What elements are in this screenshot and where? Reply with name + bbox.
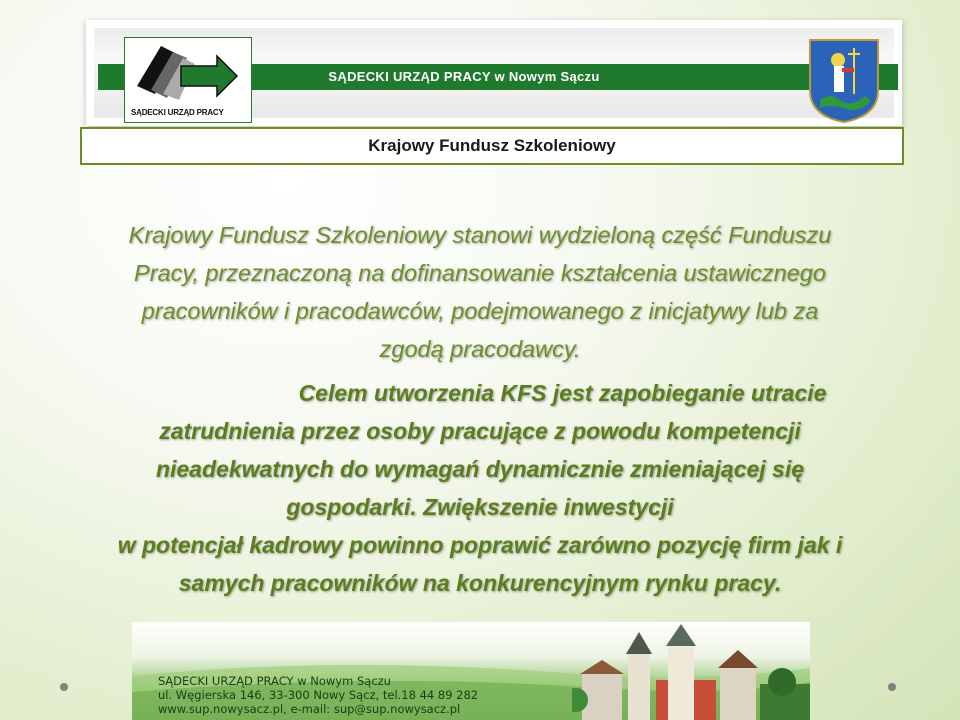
footer-line: SĄDECKI URZĄD PRACY w Nowym Sączu	[158, 674, 391, 688]
intro-paragraph	[30, 216, 930, 368]
paragraph-line: zatrudnienia przez osoby pracujące z powodu kompetencji	[159, 418, 801, 444]
footer-line: ul. Węgierska 146, 33-300 Nowy Sącz, tel.18 44 89 282	[158, 688, 479, 702]
paragraph-line: gospodarki. Zwiększenie inwestycji	[286, 494, 674, 520]
paragraph-line: Krajowy Fundusz Szkoleniowy stanowi wydzieloną część Funduszu	[128, 222, 832, 248]
city-skyline-icon	[572, 624, 810, 720]
footer-line: www.sup.nowysacz.pl, e-mail: sup@sup.nowysacz.pl	[158, 702, 461, 716]
paragraph-line: samych pracowników na konkurencyjnym rynku pracy.	[178, 570, 782, 596]
paragraph-line: w potencjał kadrowy powinno poprawić zarówno pozycję firm jak i	[117, 532, 843, 558]
goal-paragraph	[30, 374, 930, 602]
logo-caption: SĄDECKI URZĄD PRACY	[131, 108, 224, 117]
right-dot	[888, 683, 896, 691]
header-inner	[94, 28, 894, 118]
footer-banner	[132, 622, 810, 720]
coat-of-arms-icon	[808, 38, 880, 124]
section-title: Krajowy Fundusz Szkoleniowy	[80, 127, 904, 165]
footer-contact	[158, 674, 478, 716]
header-card	[86, 20, 902, 126]
left-dot	[60, 683, 68, 691]
paragraph-line: nieadekwatnych do wymagań dynamicznie zmieniającej się	[155, 456, 805, 482]
header-title: SĄDECKI URZĄD PRACY w Nowym Sączu	[328, 69, 600, 84]
office-logo	[124, 37, 252, 123]
paragraph-line: Pracy, przeznaczoną na dofinansowanie kształcenia ustawicznego	[134, 260, 826, 286]
paragraph-line: pracowników i pracodawców, podejmowanego z inicjatywy lub za	[141, 298, 819, 324]
arrow-logo-icon	[125, 38, 249, 108]
paragraph-line-text: Celem utworzenia KFS jest zapobieganie utracie	[298, 380, 827, 406]
paragraph-line	[30, 374, 930, 412]
paragraph-line: zgodą pracodawcy.	[379, 336, 581, 362]
